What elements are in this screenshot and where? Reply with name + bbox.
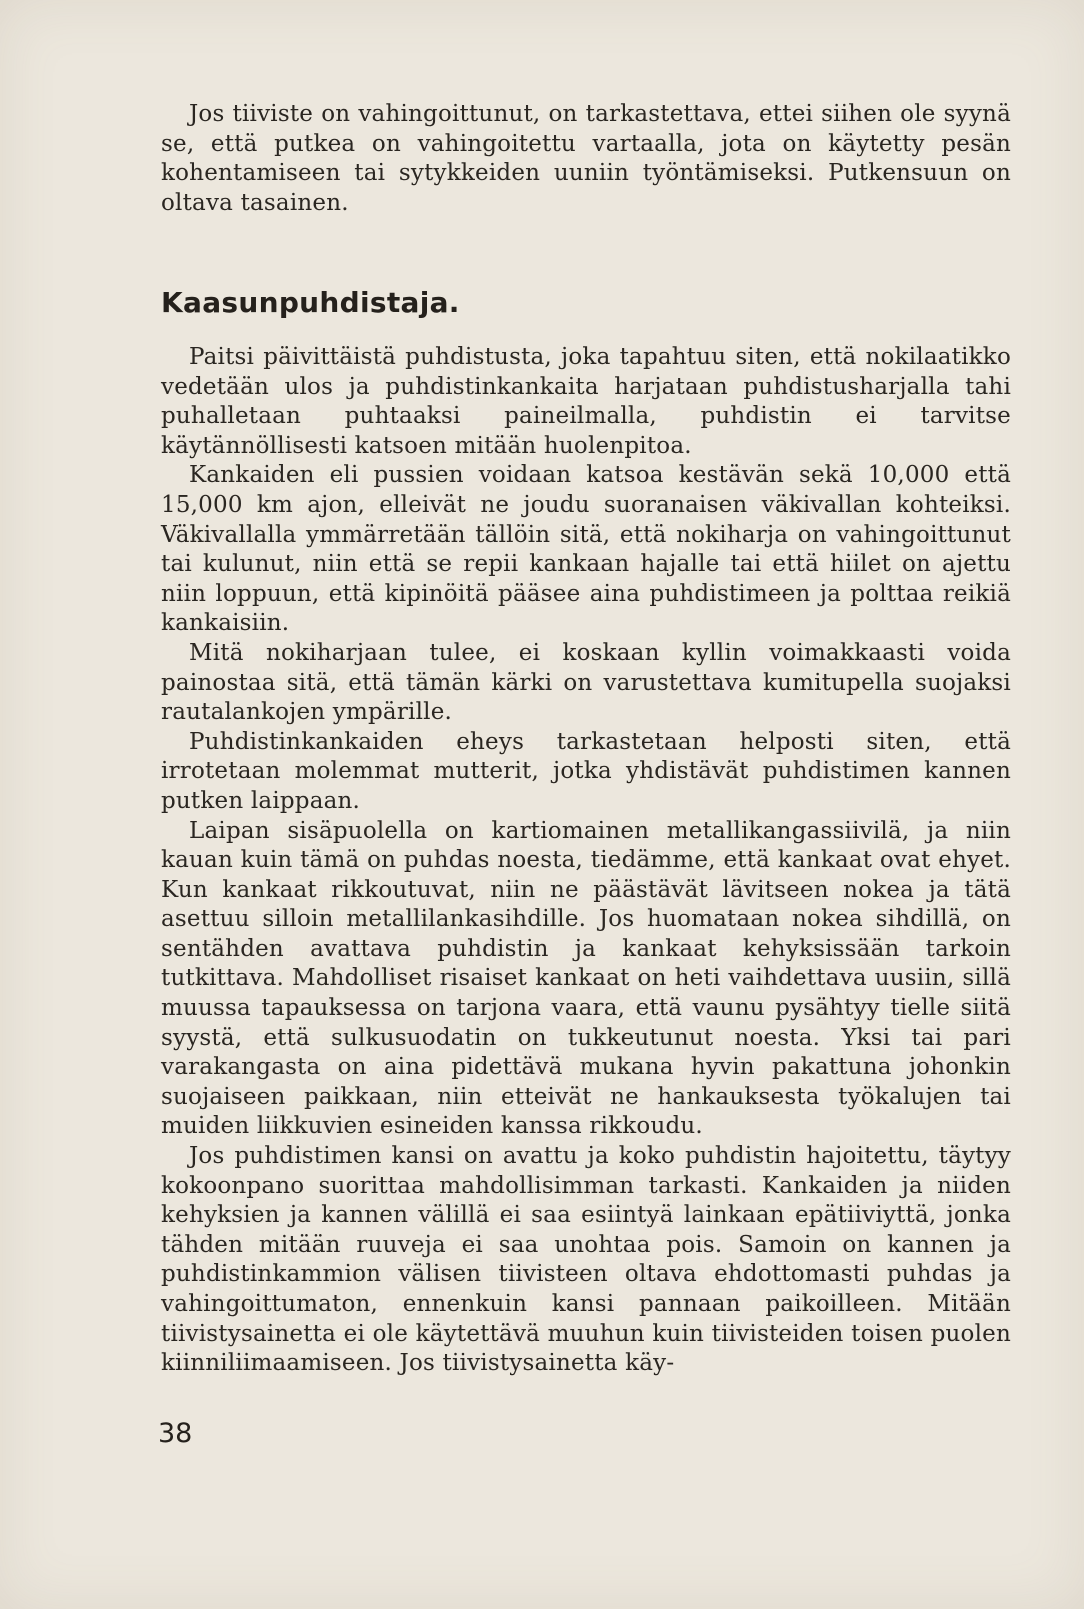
body-paragraph: Mitä nokiharjaan tulee, ei koskaan kyllin voimakkaasti voida painostaa sitä, että tämän kärki on varustettava kumitupella suojaksi rautalankojen ympärille. bbox=[161, 639, 1011, 726]
intro-paragraph: Jos tiiviste on vahingoittunut, on tarkastettava, ettei siihen ole syynä se, että putkea on vahingoitettu vartaalla, jota on käytetty pesän kohentamiseen tai sytykkeiden uuniin työntämiseksi. Putkensuun on oltava tasainen. bbox=[161, 101, 1011, 216]
body-paragraph: Puhdistinkankaiden eheys tarkastetaan helposti siten, että irrotetaan molemmat mutterit, jotka yhdistävät puhdistimen kannen putken laippaan. bbox=[161, 728, 1011, 814]
body-paragraph: Laipan sisäpuolella on kartiomainen metallikangassiivilä, ja niin kauan kuin tämä on puhdas noesta, tiedämme, että kankaat ovat ehyet. Kun kankaat rikkoutuvat, niin ne päästävät lävitseen nokea ja tätä asettuu silloin metallilankasihdille. Jos huomataan nokea sihdillä, on sentähden avattava puhdistin ja kankaat kehyksissään tarkoin tutkittava. Mahdolliset risaiset kankaat on heti vaihdettava uusiin, sillä muussa tapauksessa on tarjona vaara, että vaunu pysähtyy tielle siitä syystä, että sulkusuodatin on tukkeutunut noesta. Yksi tai pari varakangasta on aina pidettävä mukana hyvin pakattuna johonkin suojaiseen paikkaan, niin etteivät ne hankauksesta työkalujen tai muiden liikkuvien esineiden kanssa rikkoudu. bbox=[161, 817, 1011, 1140]
body-paragraph: Jos puhdistimen kansi on avattu ja koko puhdistin hajoitettu, täytyy kokoonpano suorittaa mahdollisimman tarkasti. Kankaiden ja niiden kehyksien ja kannen välillä ei saa esiintyä lainkaan epätiiviyttä, jonka tähden mitään ruuveja ei saa unohtaa pois. Samoin on kannen ja puhdistinkammion välisen tiivisteen oltava ehdottomasti puhdas ja vahingoittumaton, ennenkuin kansi pannaan paikoilleen. Mitään tiivistysainetta ei ole käytettävä muuhun kuin tiivisteiden toisen puolen kiinniliimaamiseen. Jos tiivistysainetta käy- bbox=[161, 1143, 1011, 1377]
body-paragraph: Paitsi päivittäistä puhdistusta, joka tapahtuu siten, että nokilaatikko vedetään ulos ja puhdistinkankaita harjataan puhdistusharjalla tahi puhalletaan puhtaaksi paineilmalla, puhdistin ei tarvitse käytännöllisesti katsoen mitään huolenpitoa. bbox=[161, 344, 1011, 459]
page-number: 38 bbox=[158, 1418, 193, 1449]
section-heading: Kaasunpuhdistaja. bbox=[161, 286, 460, 319]
section-body bbox=[161, 343, 1011, 1379]
body-paragraph: Kankaiden eli pussien voidaan katsoa kestävän sekä 10,000 että 15,000 km ajon, elleivät ne joudu suoranaisen väkivallan kohteiksi. Väkivallalla ymmärretään tällöin sitä, että nokiharja on vahingoittunut tai kulunut, niin että se repii kankaan hajalle tai että hiilet on ajettu niin loppuun, että kipinöitä pääsee aina puhdistimeen ja polttaa reikiä kankaisiin. bbox=[161, 462, 1011, 637]
intro-text bbox=[161, 100, 1011, 218]
